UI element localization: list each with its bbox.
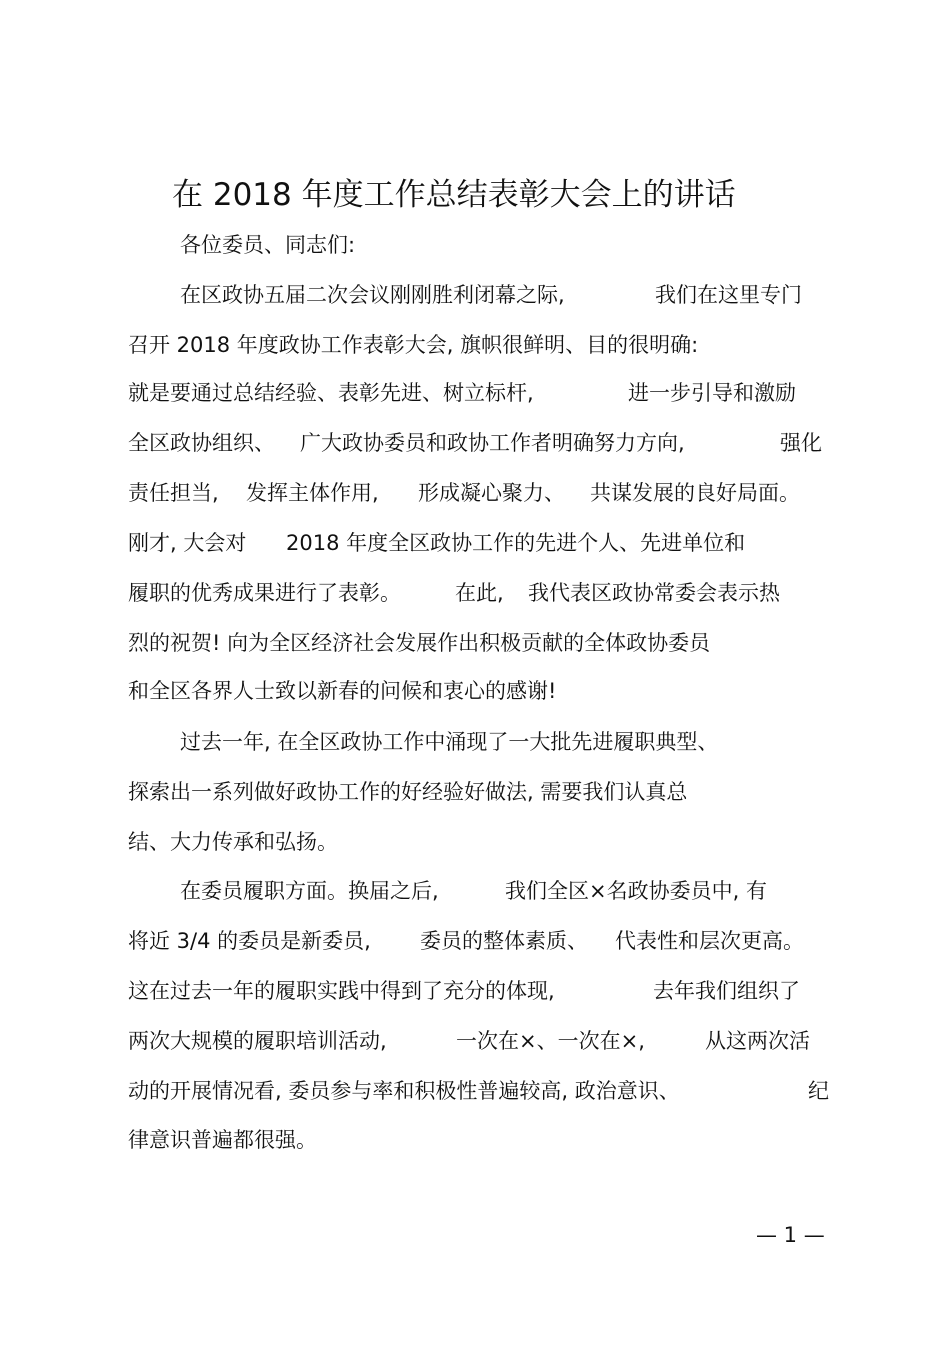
text-segment: 探索出一系列做好政协工作的好经验好做法, 需要我们认真总 [128, 780, 688, 804]
text-segment: 在委员履职方面。换届之后, [180, 879, 439, 903]
text-segment: 刚才, 大会对 [128, 531, 247, 555]
text-segment: 从这两次活 [705, 1029, 810, 1053]
text-segment: 进一步引导和激励 [628, 381, 796, 405]
text-segment: 责任担当, [128, 481, 219, 505]
text-segment: 将近 3/4 的委员是新委员, [128, 929, 371, 953]
text-segment: 全区政协组织、 [128, 431, 275, 455]
text-segment: 委员的整体素质、 [420, 929, 588, 953]
text-segment: 广大政协委员和政协工作者明确努力方向, [300, 431, 685, 455]
text-segment: 发挥主体作用, [246, 481, 379, 505]
text-segment: 律意识普遍都很强。 [128, 1128, 317, 1152]
text-segment: 召开 2018 年度政协工作表彰大会, 旗帜很鲜明、目的很明确: [128, 333, 699, 357]
text-segment: 去年我们组织了 [653, 979, 800, 1003]
text-segment: 纪 [808, 1079, 829, 1103]
text-segment: 两次大规模的履职培训活动, [128, 1029, 387, 1053]
text-segment: 在区政协五届二次会议刚刚胜利闭幕之际, [180, 283, 565, 307]
text-segment: 就是要通过总结经验、表彰先进、树立标杆, [128, 381, 534, 405]
text-segment: 我们在这里专门 [655, 283, 802, 307]
document-title: 在 2018 年度工作总结表彰大会上的讲话 [172, 177, 736, 213]
text-segment: 2018 年度全区政协工作的先进个人、先进单位和 [286, 531, 746, 555]
text-segment: 我们全区×名政协委员中, 有 [505, 879, 767, 903]
text-segment: 强化 [780, 431, 822, 455]
text-segment: 在此, [455, 581, 504, 605]
text-segment: 一次在×、一次在×, [456, 1029, 645, 1053]
page-number: — 1 — [756, 1223, 825, 1247]
text-segment: 过去一年, 在全区政协工作中涌现了一大批先进履职典型、 [180, 730, 719, 754]
text-segment: 和全区各界人士致以新春的问候和衷心的感谢! [128, 679, 557, 703]
text-segment: 这在过去一年的履职实践中得到了充分的体现, [128, 979, 555, 1003]
text-segment: 各位委员、同志们: [180, 233, 356, 257]
text-segment: 我代表区政协常委会表示热 [528, 581, 780, 605]
text-segment: 动的开展情况看, 委员参与率和积极性普遍较高, 政治意识、 [128, 1079, 680, 1103]
text-segment: 结、大力传承和弘扬。 [128, 830, 338, 854]
text-segment: 形成凝心聚力、 [418, 481, 565, 505]
text-segment: 烈的祝贺! 向为全区经济社会发展作出积极贡献的全体政协委员 [128, 631, 711, 655]
text-segment: 履职的优秀成果进行了表彰。 [128, 581, 401, 605]
text-segment: 共谋发展的良好局面。 [590, 481, 800, 505]
text-segment: 代表性和层次更高。 [615, 929, 804, 953]
